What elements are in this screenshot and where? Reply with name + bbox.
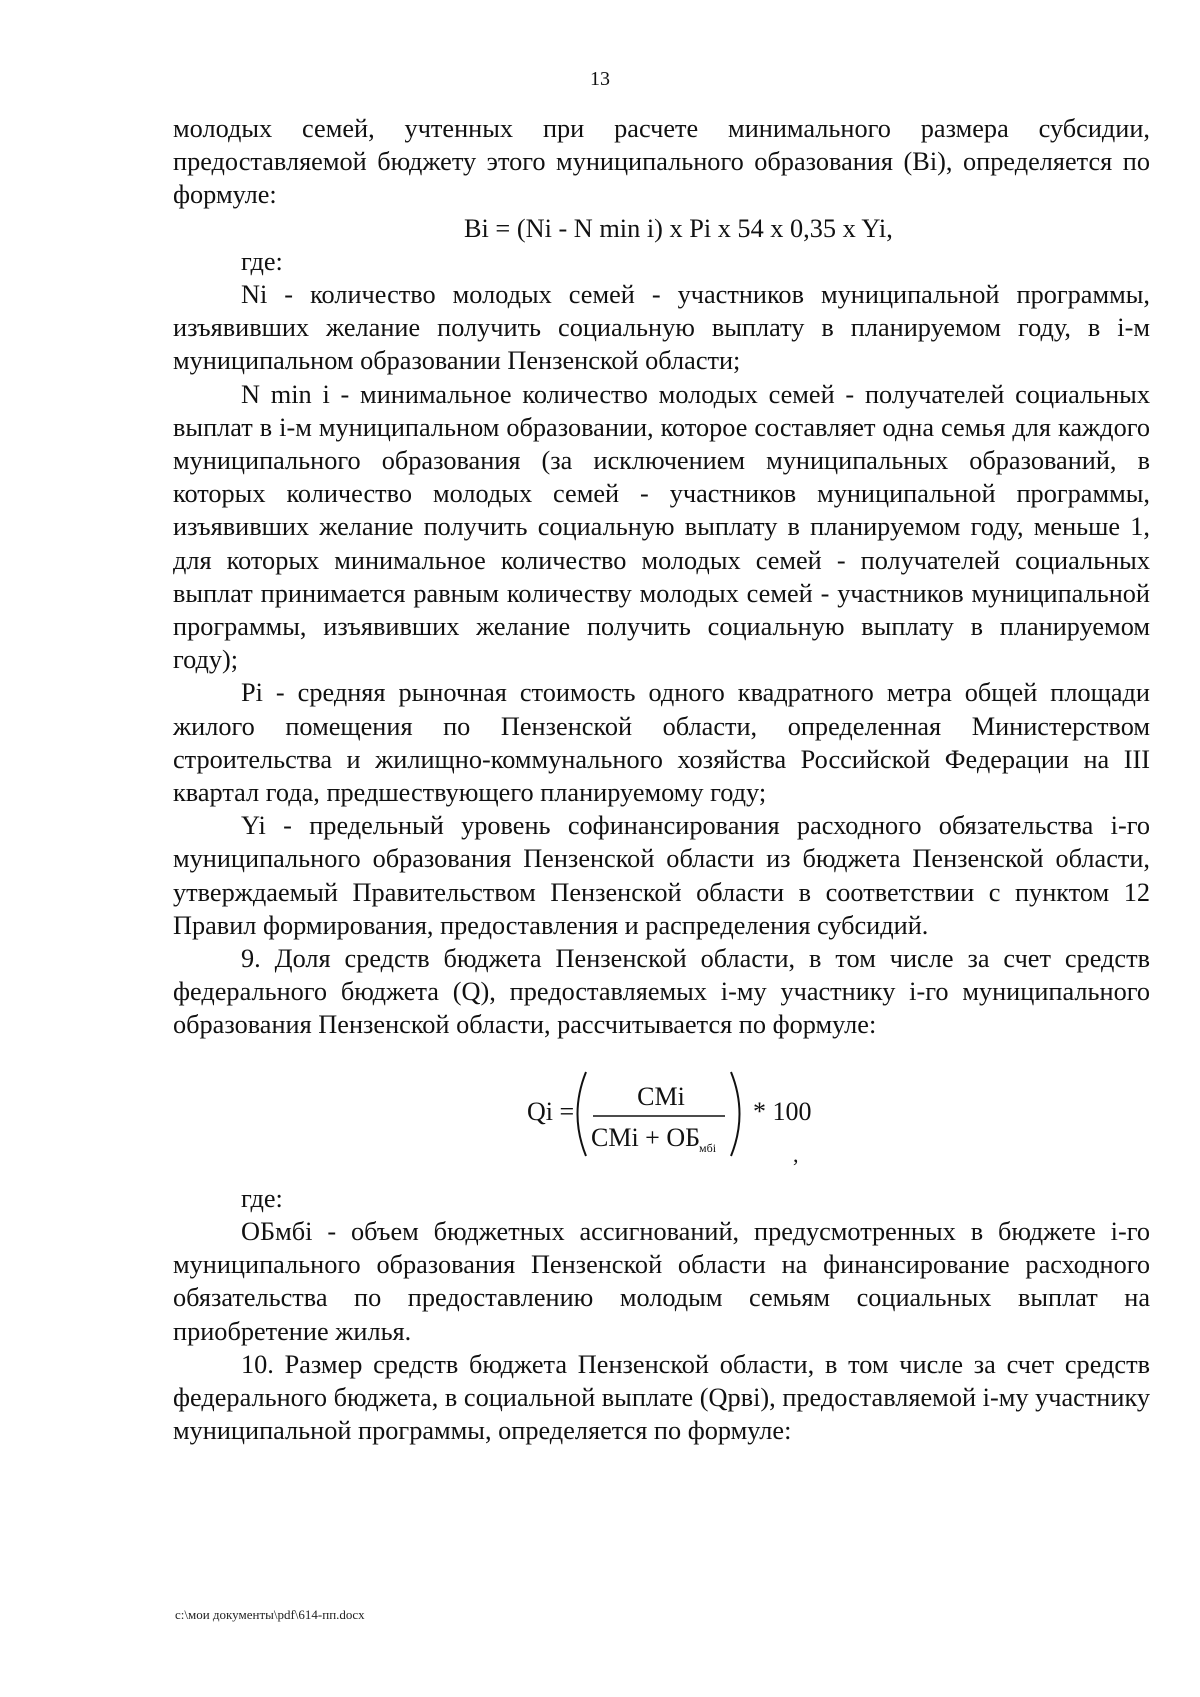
where-label-2: где: — [241, 1183, 283, 1213]
footer-file-path: c:\мои документы\pdf\614-пп.docx — [175, 1607, 365, 1622]
definition-ni: Ni - количество молодых семей - участников муниципальной программы, изъявивших желание получить социальную выплату в планируемом году, в i-м муниципальном образовании Пензенской области; — [173, 280, 1150, 376]
paragraph-10: 10. Размер средств бюджета Пензенской области, в том числе за счет средств федерального бюджета, в социальной выплате (Qрвi), предоставляемой i-му участнику муниципальной программы, определяется по формуле: — [173, 1349, 1150, 1446]
right-parenthesis — [731, 1072, 740, 1156]
formula-qi-lhs: Qi = — [527, 1096, 575, 1126]
where-label: где: — [241, 246, 283, 276]
formula-qi-subscript: мбi — [699, 1140, 717, 1155]
formula-qi-graphic — [173, 1050, 1150, 1182]
left-parenthesis — [578, 1072, 587, 1156]
document-body — [173, 112, 1150, 1447]
formula-qi-numerator: СМi — [637, 1081, 685, 1111]
paragraph-continuation: молодых семей, учтенных при расчете минимального размера субсидии, предоставляемой бюджету этого муниципального образования (Вi), определяется по формуле: — [173, 114, 1150, 210]
page-number: 13 — [590, 68, 610, 90]
formula-qi — [173, 1050, 1150, 1182]
formula-qi-multiplier: * 100 — [753, 1096, 812, 1126]
definition-pi: Pi - средняя рыночная стоимость одного квадратного метра общей площади жилого помещения по Пензенской области, определенная Министерством строительства и жилищно-коммунального хозяйства Российской Федерации на III квартал года, предшествующего планируемому году; — [173, 678, 1150, 808]
formula-qi-comma: , — [793, 1141, 799, 1167]
formula-bi: Вi = (Ni - N min i) x Pi x 54 x 0,35 x Yi, — [464, 213, 893, 243]
paragraph-9: 9. Доля средств бюджета Пензенской области, в том числе за счет средств федерального бюджета (Q), предоставляемых i-му участнику i-го муниципального образования Пензенской области, рассчитывается по формуле: — [173, 944, 1150, 1040]
definition-nmin: N min i - минимальное количество молодых семей - получателей социальных выплат в i-м муниципальном образовании, которое составляет одна семья для каждого муниципального образования (за исключением муниципальных образований, в которых количество молодых семей - участников муниципальной программы, изъявивших желание получить социальную выплату в планируемом году, меньше 1, для которых минимальное количество молодых семей - получателей социальных выплат принимается равным количеству молодых семей - участников муниципальной программы, изъявивших желание получить социальную выплату в планируемом году); — [173, 379, 1150, 675]
definition-yi: Yi - предельный уровень софинансирования расходного обязательства i-го муниципального образования Пензенской области из бюджета Пензенской области, утверждаемый Правительством Пензенской области в соответствии с пунктом 12 Правил формирования, предоставления и распределения субсидий. — [173, 811, 1150, 940]
definition-ob: ОБмбi - объем бюджетных ассигнований, предусмотренных в бюджете i-го муниципального образования Пензенской области на финансирование расходного обязательства по предоставлению молодым семьям социальных выплат на приобретение жилья. — [173, 1216, 1150, 1346]
formula-qi-denominator: СМi + ОБ — [591, 1122, 701, 1152]
